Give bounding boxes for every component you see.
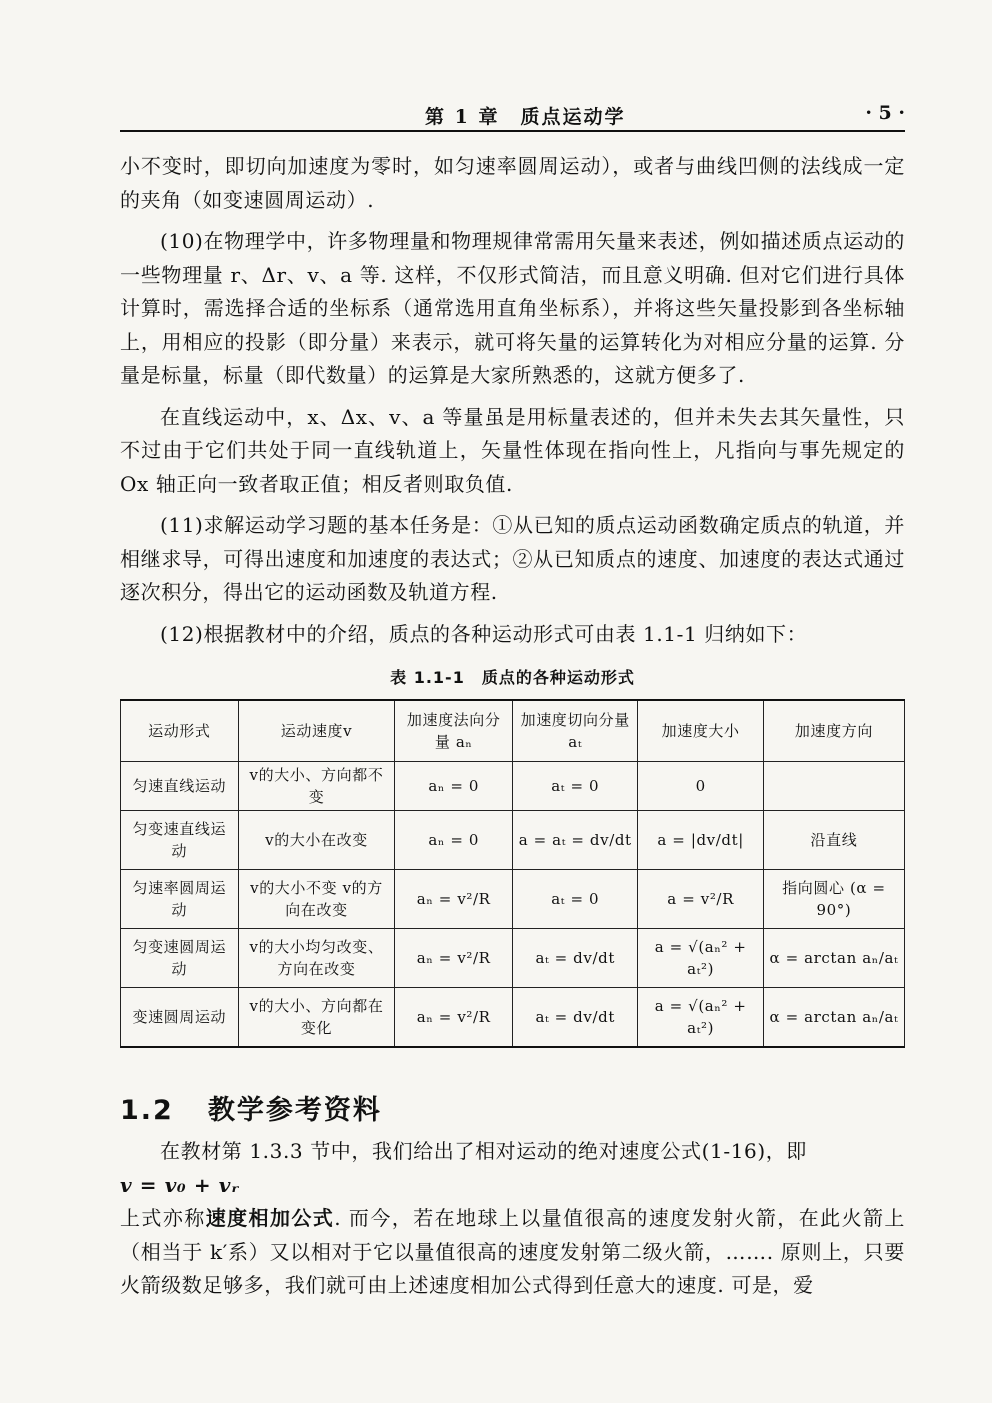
table-row bbox=[121, 761, 905, 810]
table-cell: aₙ = v²/R bbox=[395, 869, 513, 928]
section-heading bbox=[120, 1094, 905, 1128]
text-segment: 上式亦称 bbox=[120, 1206, 206, 1230]
table-caption: 表 1.1-1 质点的各种运动形式 bbox=[390, 668, 635, 687]
section-number: 1.2 bbox=[120, 1094, 174, 1126]
table-cell: a = v²/R bbox=[638, 869, 763, 928]
table-cell: 匀变速直线运动 bbox=[121, 810, 239, 869]
table-cell: v的大小不变 v的方向在改变 bbox=[238, 869, 395, 928]
paragraph-10: (10)在物理学中，许多物理量和物理规律常需用矢量来表述，例如描述质点运动的一些物理量 r、Δr、v、a 等. 这样，不仅形式简洁，而且意义明确. 但对它们进行具体计算时，需选择合适的坐标系（通常选用直角坐标系），并将这些矢量投影到各坐标轴上，用相应的投影（即分量）来表示，就可将矢量的运算转化为对相应分量的运算. 分量是标量，标量（即代数量）的运算是大家所熟悉的，这就方便多了. bbox=[120, 229, 905, 387]
text-segment: . 而今，若在地球上以量值很高的速度发射火箭，在此火箭上（相当于 k′系）又以相对于它以量值很高的速度发射第二级火箭，……. 原则上，只要火箭级数足够多，我们就可由上述速度相加公式得到任意大的速度. 可是，爱 bbox=[120, 1206, 906, 1297]
table-cell: v的大小均匀改变、方向在改变 bbox=[238, 928, 395, 987]
table-row bbox=[121, 928, 905, 987]
paragraph-0: 小不变时，即切向加速度为零时，如匀速率圆周运动），或者与曲线凹侧的法线成一定的夹角（如变速圆周运动）. bbox=[120, 154, 905, 212]
table-cell: aₜ = dv/dt bbox=[512, 928, 637, 987]
table-cell: 沿直线 bbox=[763, 810, 904, 869]
table-cell: α = arctan aₙ/aₜ bbox=[763, 928, 904, 987]
keyword-velocity-addition: 速度相加公式 bbox=[205, 1206, 335, 1230]
table-cell: 匀速率圆周运动 bbox=[121, 869, 239, 928]
header-cell: 加速度大小 bbox=[638, 700, 763, 762]
header-cell: 加速度切向分量 aₜ bbox=[512, 700, 637, 762]
header-cell: 运动形式 bbox=[121, 700, 239, 762]
motion-forms-table bbox=[120, 699, 905, 1048]
velocity-addition-formula: v = v₀ + vᵣ bbox=[120, 1172, 240, 1197]
paragraph-linear-motion: 在直线运动中，x、Δx、v、a 等量虽是用标量表述的，但并未失去其矢量性，只不过由于它们共处于同一直线轨道上，矢量性体现在指向性上，凡指向与事先规定的 Ox 轴正向一致者取正值；相反者则取负值. bbox=[120, 404, 905, 496]
table-cell: 变速圆周运动 bbox=[121, 987, 239, 1047]
table-cell: 指向圆心 (α = 90°) bbox=[763, 869, 904, 928]
table-cell: v的大小、方向都在变化 bbox=[238, 987, 395, 1047]
table-cell: a = |dv/dt| bbox=[638, 810, 763, 869]
table-cell: aₙ = 0 bbox=[395, 761, 513, 810]
paragraph-11: (11)求解运动学习题的基本任务是：①从已知的质点运动函数确定质点的轨道，并相继求导，可得出速度和加速度的表达式；②从已知质点的速度、加速度的表达式通过逐次积分，得出它的运动函数及轨道方程. bbox=[120, 513, 905, 604]
table-header-row bbox=[121, 700, 905, 762]
paragraph-relative-motion: 在教材第 1.3.3 节中，我们给出了相对运动的绝对速度公式(1-16)，即 bbox=[160, 1139, 807, 1163]
table-cell: aₜ = dv/dt bbox=[512, 987, 637, 1047]
header-cell: 加速度法向分量 aₙ bbox=[395, 700, 513, 762]
table-cell: aₜ = 0 bbox=[512, 869, 637, 928]
table-cell: a = √(aₙ² + aₜ²) bbox=[638, 928, 763, 987]
header-cell: 加速度方向 bbox=[763, 700, 904, 762]
table-cell: aₙ = v²/R bbox=[395, 928, 513, 987]
paragraph-velocity-addition bbox=[120, 1202, 905, 1303]
table-cell: aₜ = 0 bbox=[512, 761, 637, 810]
table-cell: aₙ = v²/R bbox=[395, 987, 513, 1047]
page-header bbox=[120, 96, 905, 132]
header-cell: 运动速度v bbox=[238, 700, 395, 762]
table-row bbox=[121, 869, 905, 928]
table-cell bbox=[763, 761, 904, 810]
table-cell: v的大小、方向都不变 bbox=[238, 761, 395, 810]
table-cell: a = √(aₙ² + aₜ²) bbox=[638, 987, 763, 1047]
table-cell: 0 bbox=[638, 761, 763, 810]
section-title: 教学参考资料 bbox=[207, 1094, 382, 1126]
table-cell: v的大小在改变 bbox=[238, 810, 395, 869]
paragraph-12: (12)根据教材中的介绍，质点的各种运动形式可由表 1.1-1 归纳如下： bbox=[160, 621, 808, 646]
page-body bbox=[120, 150, 905, 1303]
table-cell: aₙ = 0 bbox=[395, 810, 513, 869]
table-cell: 匀变速圆周运动 bbox=[121, 928, 239, 987]
table-cell: 匀速直线运动 bbox=[121, 761, 239, 810]
page-number: · 5 · bbox=[865, 102, 905, 124]
table-row bbox=[121, 810, 905, 869]
table-cell: a = aₜ = dv/dt bbox=[512, 810, 637, 869]
table-cell: α = arctan aₙ/aₜ bbox=[763, 987, 904, 1047]
table-row bbox=[121, 987, 905, 1047]
chapter-title: 第 1 章 质点运动学 bbox=[425, 106, 626, 128]
